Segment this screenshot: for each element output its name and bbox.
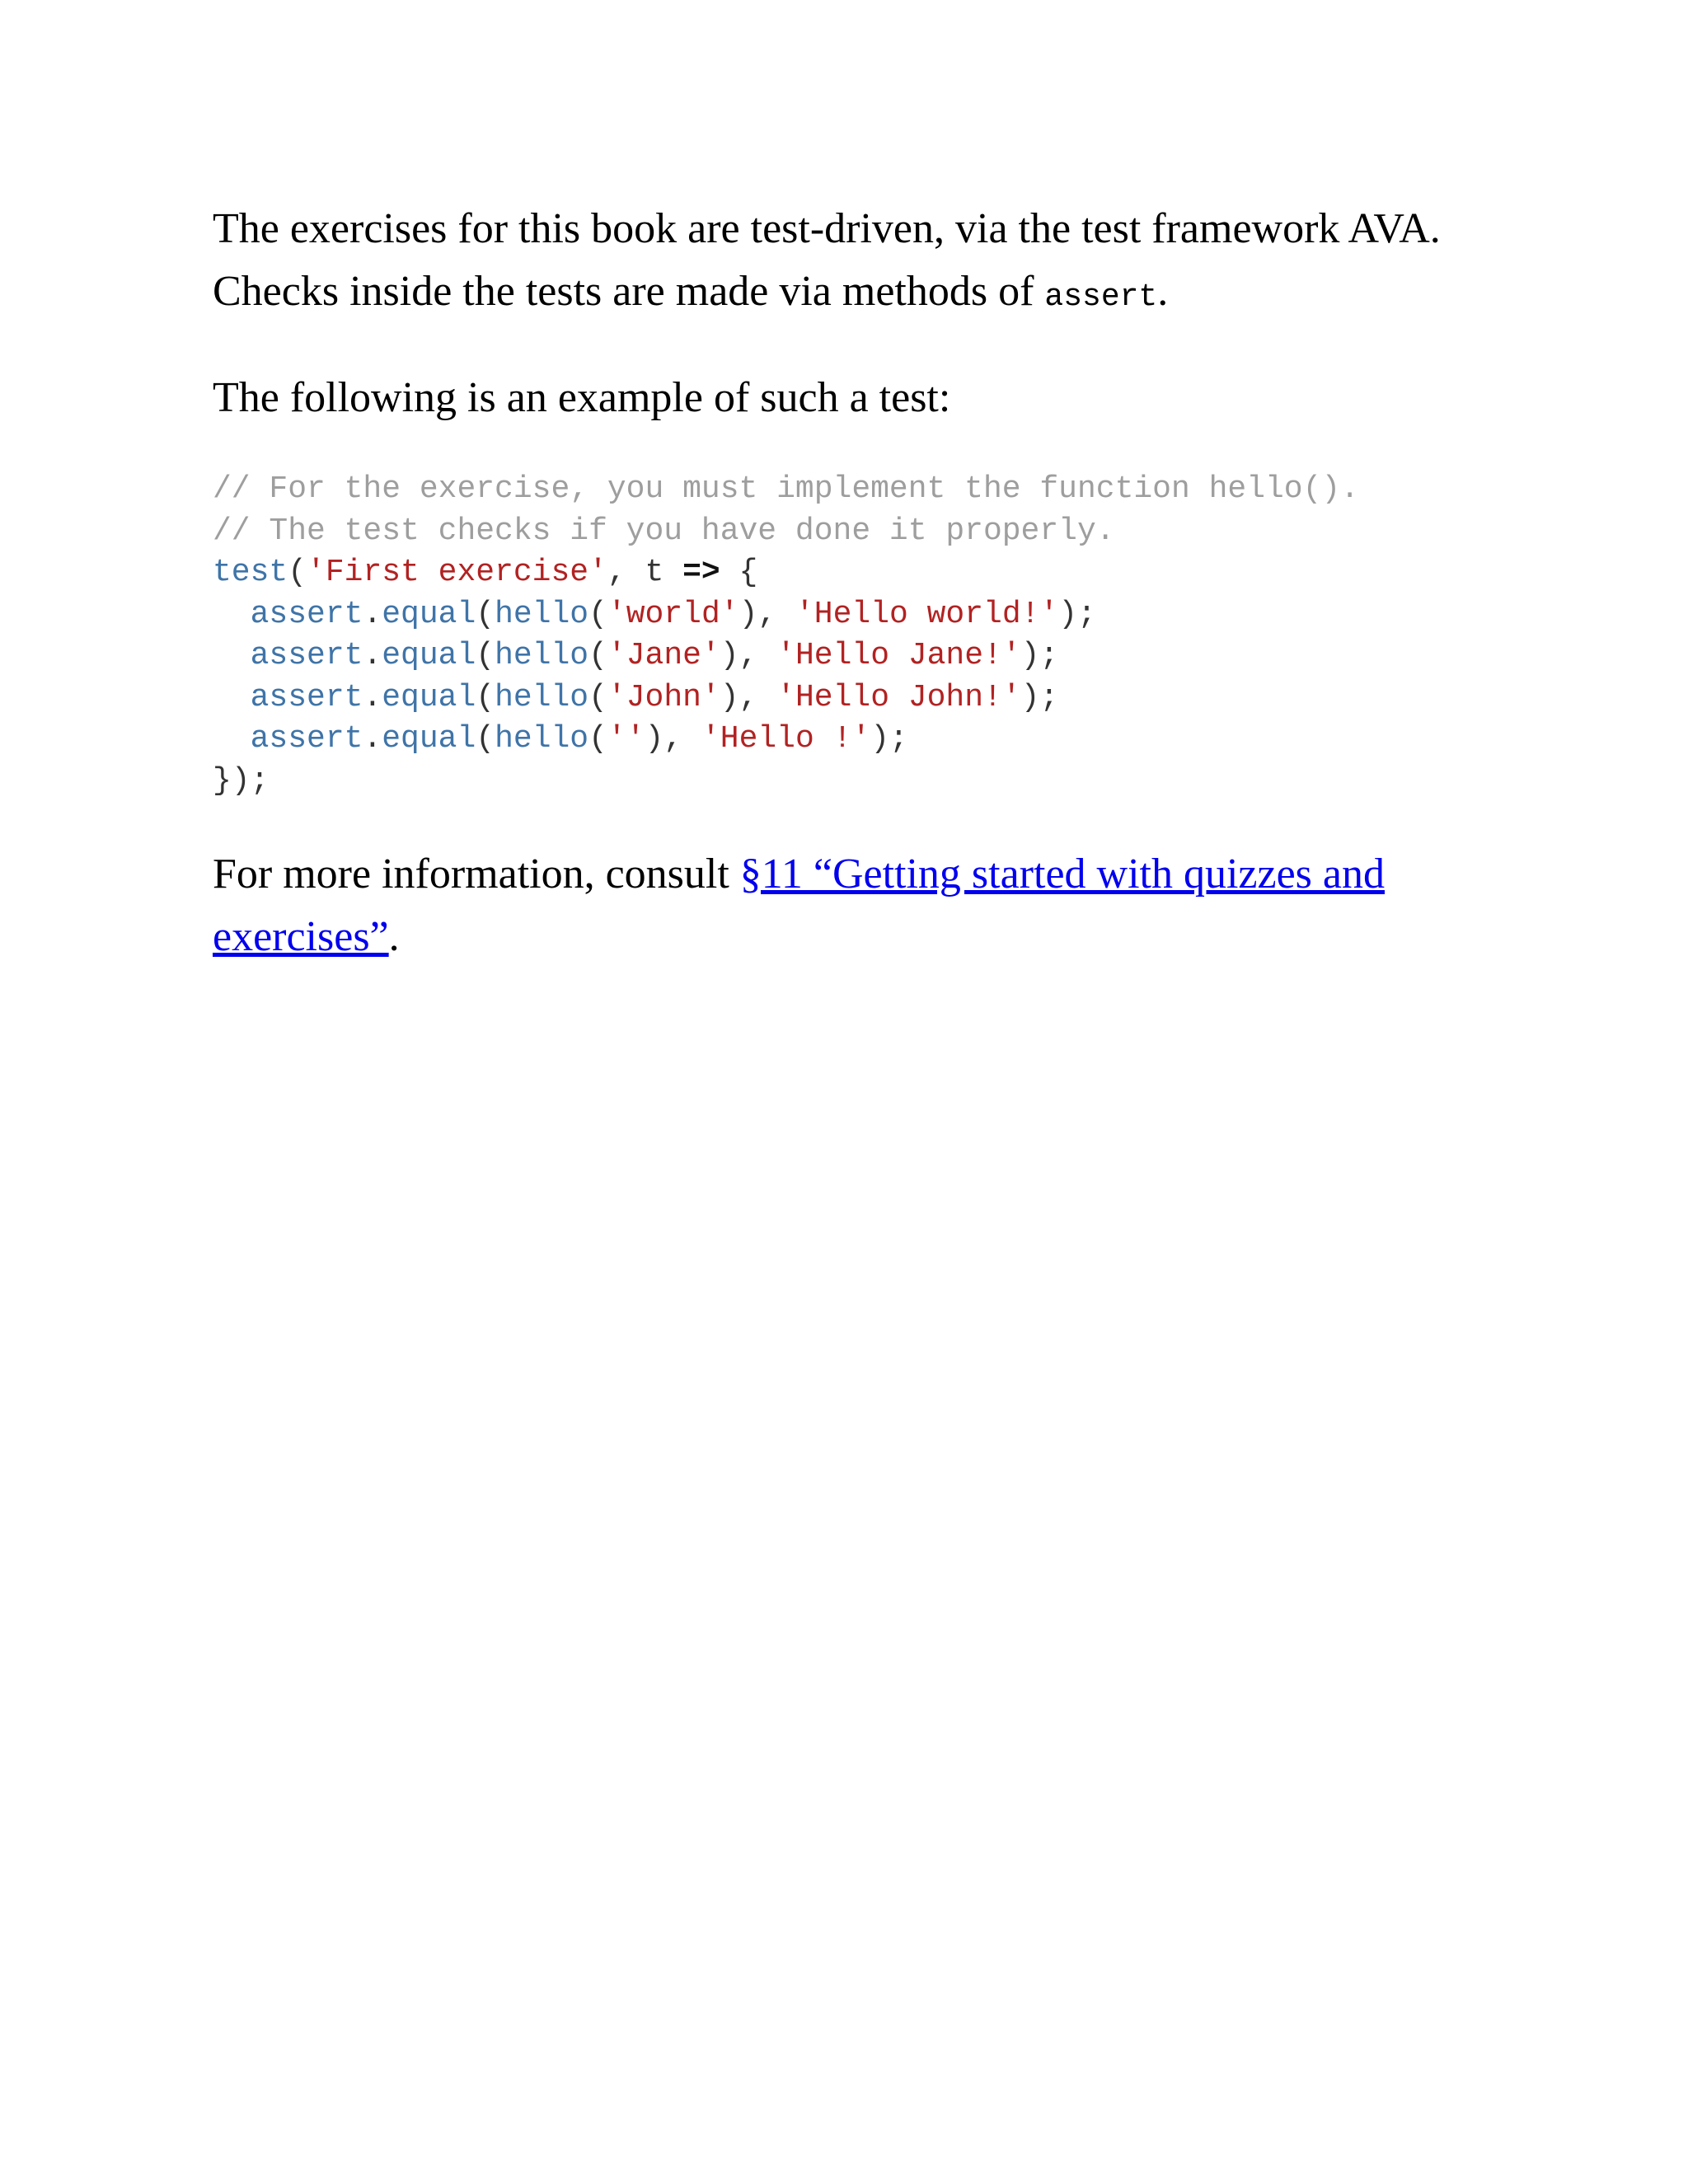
code-token: hello <box>495 638 589 673</box>
code-token: ( <box>288 555 307 590</box>
code-line-8 <box>213 761 1498 803</box>
chapter-link[interactable]: §11 “Getting started with quizzes and exercises” <box>213 851 1385 960</box>
code-token: equal <box>382 638 476 673</box>
code-line-4 <box>213 594 1498 636</box>
code-string: 'Hello world!' <box>795 596 1059 632</box>
code-indent <box>213 638 251 673</box>
code-token: equal <box>382 679 476 715</box>
code-line-7 <box>213 719 1498 761</box>
code-token: ( <box>476 721 495 757</box>
code-token: assert <box>250 679 363 715</box>
intro-text: The exercises for this book are test-driven, via the test framework AVA. Checks inside the tests are made via methods of <box>213 205 1441 315</box>
code-string: 'Hello Jane!' <box>776 638 1021 673</box>
code-token: ( <box>476 638 495 673</box>
code-token: { <box>720 555 758 590</box>
code-indent <box>213 680 251 715</box>
code-token: ), <box>738 596 795 632</box>
code-token: ( <box>476 596 495 632</box>
code-token: . <box>363 596 382 632</box>
code-token: ( <box>588 679 607 715</box>
code-token: ( <box>588 721 607 757</box>
code-token: ); <box>1058 596 1096 632</box>
code-line-6 <box>213 677 1498 719</box>
code-arrow: => <box>682 555 720 590</box>
code-token: test <box>213 555 288 590</box>
code-indent <box>213 597 251 632</box>
more-info-text: For more information, consult <box>213 851 740 898</box>
code-token: assert <box>250 638 363 673</box>
code-line-1 <box>213 469 1498 511</box>
code-comment: // The test checks if you have done it properly. <box>213 513 1115 549</box>
code-token: ); <box>1020 679 1059 715</box>
code-comment: // For the exercise, you must implement the function hello(). <box>213 471 1360 507</box>
code-indent <box>213 721 251 757</box>
code-line-3 <box>213 552 1498 594</box>
code-token: hello <box>495 721 589 757</box>
intro-paragraph <box>213 198 1498 329</box>
code-string: 'Hello !' <box>701 721 871 757</box>
code-token: . <box>363 721 382 757</box>
code-token: hello <box>495 596 589 632</box>
more-info-paragraph <box>213 843 1498 968</box>
code-token: }); <box>213 762 270 799</box>
intro-period: . <box>1157 268 1169 315</box>
code-line-5 <box>213 635 1498 677</box>
inline-code-assert: assert <box>1044 279 1158 315</box>
document-page <box>213 198 1498 968</box>
code-token: ( <box>476 679 495 715</box>
code-token: . <box>363 679 382 715</box>
code-token: , t <box>607 555 683 590</box>
code-token: ), <box>645 721 701 757</box>
code-string: 'Hello John!' <box>776 679 1021 715</box>
code-token: hello <box>495 679 589 715</box>
code-token: ), <box>720 638 777 673</box>
code-token: assert <box>250 596 363 632</box>
code-token: equal <box>382 721 476 757</box>
code-token: ( <box>588 596 607 632</box>
code-string: 'John' <box>607 679 720 715</box>
code-string: 'First exercise' <box>307 555 607 590</box>
code-token: ); <box>1020 638 1059 673</box>
code-token: equal <box>382 596 476 632</box>
code-line-2 <box>213 511 1498 553</box>
code-string: 'world' <box>607 596 739 632</box>
code-token: ( <box>588 638 607 673</box>
code-token: assert <box>250 721 363 757</box>
code-block <box>213 469 1498 802</box>
code-token: ), <box>720 679 777 715</box>
code-token: . <box>363 638 382 673</box>
more-info-period: . <box>388 913 400 960</box>
example-intro-paragraph: The following is an example of such a test: <box>213 374 951 421</box>
code-string: '' <box>607 721 645 757</box>
code-string: 'Jane' <box>607 638 720 673</box>
code-token: ); <box>870 721 908 757</box>
